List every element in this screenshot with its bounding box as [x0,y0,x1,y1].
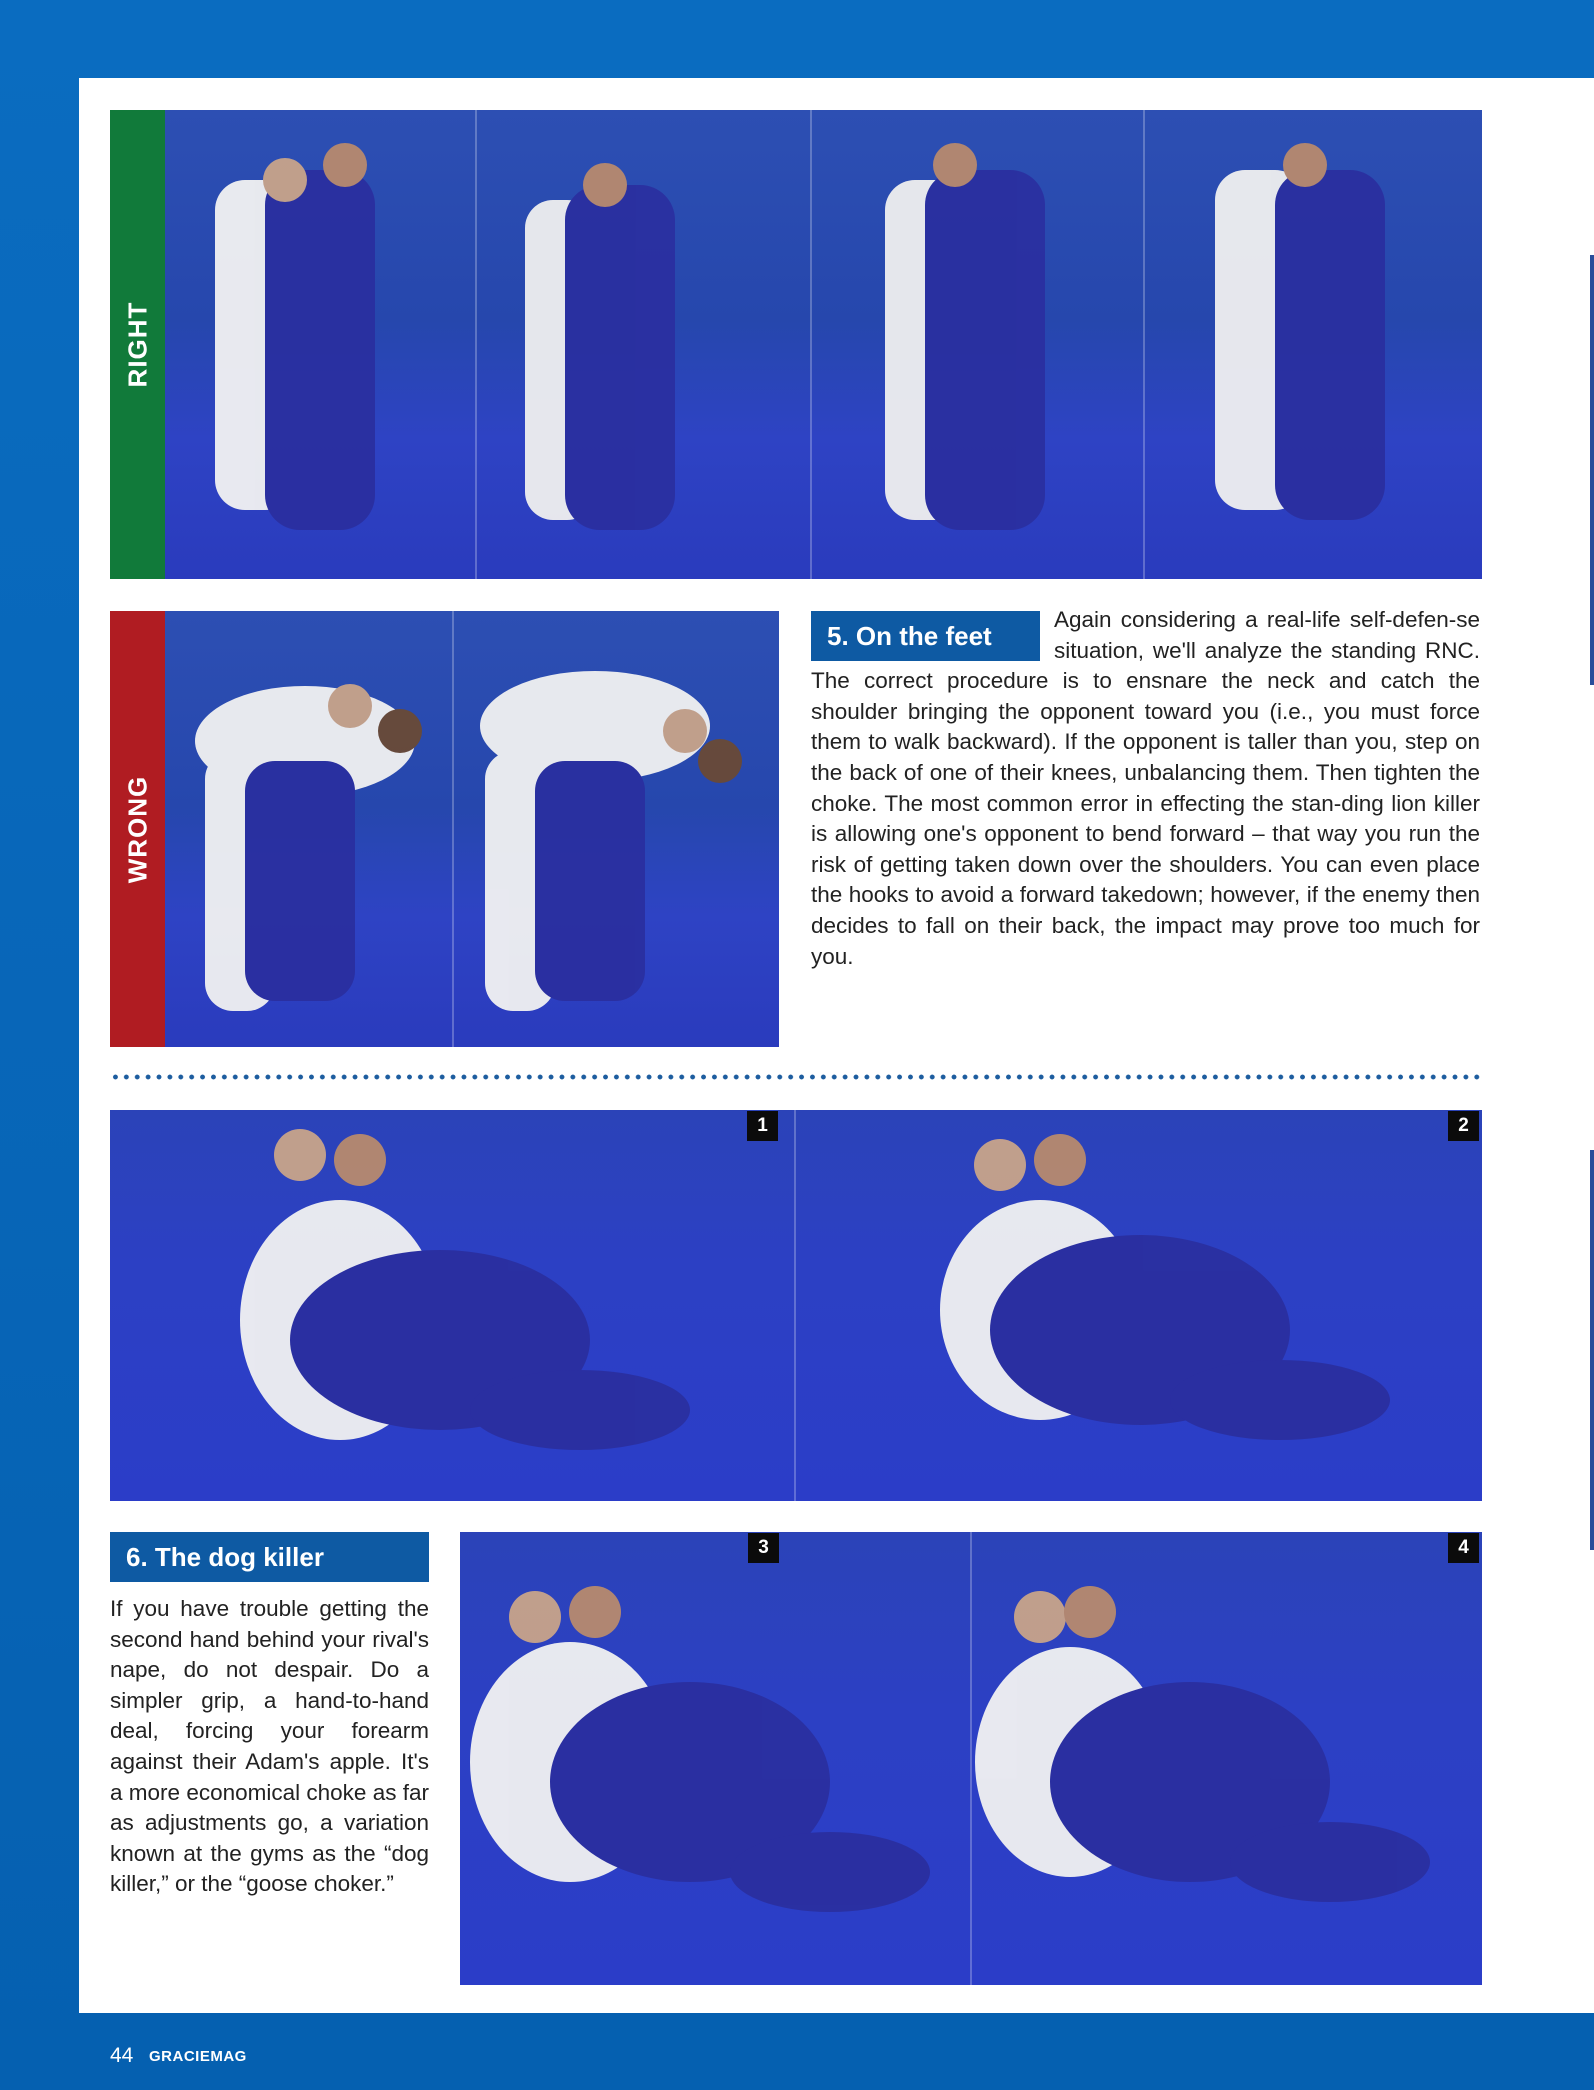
section-5-paragraph: Again considering a real-life self-defen-se situation, we'll analyze the standing RNC. The correct procedure is to ensnare the neck and catch the shoulder bringing the opponent toward you (i.e., you must force them to walk backward). If the opponent is taller than you, step on the back of one of their knees, unbalancing them. Then tighten the choke. The most common error in effecting the stan-ding lion killer is allowing one's opponent to bend forward – that way you run the risk of getting taken down over the shoulders. You can even place the hooks to avoid a forward takedown; however, if the enemy then decides to fall on their back, the impact may prove too much for you. [811,607,1480,969]
step-badge-2: 2 [1448,1111,1479,1141]
wrong-photos-figures [165,611,779,1047]
step-badge-1: 1 [747,1111,778,1141]
wrong-technique-photo-strip [165,611,779,1047]
step-badge-3: 3 [748,1533,779,1563]
wrong-label: WRONG [122,775,153,883]
right-technique-photo-strip [165,110,1482,579]
step-badge-4: 4 [1448,1533,1479,1563]
heading-float-spacer [811,605,1054,661]
dotted-divider [110,1074,1482,1080]
section-6-text: If you have trouble getting the second hand behind your rival's nape, do not despair. Do a simpler grip, a hand-to-hand deal, forcing your forearm against their Adam's apple. It's a more economical choke as far as adjustments go, a variation known at the gyms as the “dog killer,” or the “goose choker.” [110,1596,429,1897]
section-5-text [811,605,1480,972]
right-photos-figures [165,110,1482,579]
section-6-heading: 6. The dog killer [110,1532,429,1582]
page-number: 44 [110,2044,134,2067]
step-photos-3-4 [460,1532,1482,1985]
step-photos-1-2 [110,1110,1482,1501]
magazine-name: GRACIEMAG [149,2048,247,2065]
edge-accent-bottom [1590,1150,1594,1550]
step-photos-1-2-figures [110,1110,1482,1501]
right-label-bar [110,110,165,579]
right-label: RIGHT [122,301,153,388]
section-5-heading: 5. On the feet [811,611,1040,661]
wrong-label-bar [110,611,165,1047]
edge-accent-top [1590,255,1594,685]
